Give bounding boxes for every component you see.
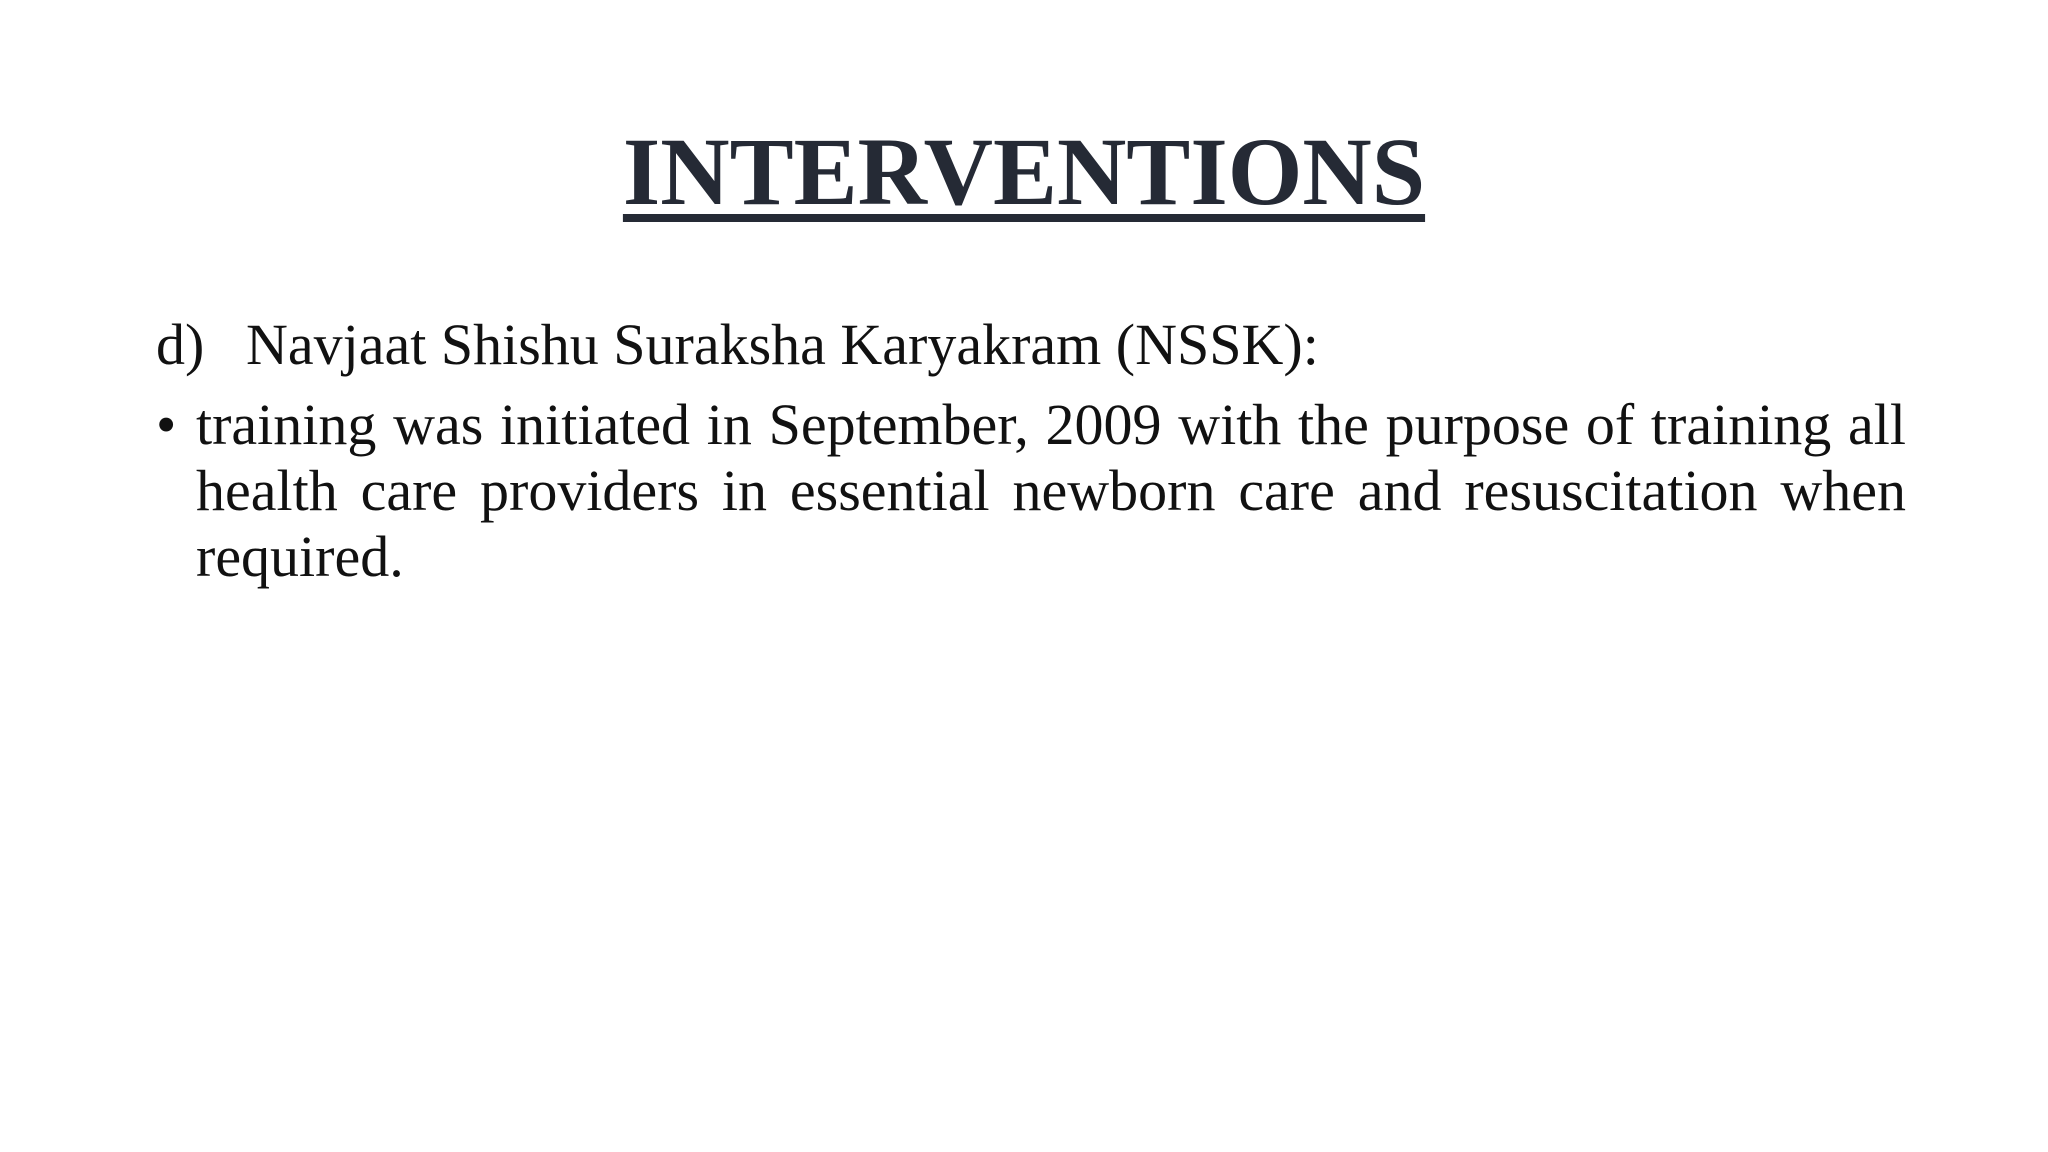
slide-title-text: INTERVENTIONS — [622, 118, 1426, 225]
list-item-marker: d) — [156, 312, 205, 377]
list-item-heading-text: Navjaat Shishu Suraksha Karyakram (NSSK): — [246, 312, 1319, 377]
slide-content — [156, 310, 1906, 590]
bullet-icon: • — [156, 392, 177, 457]
bullet-text: training was initiated in September, 2009 with the purpose of training all health care providers in essential newborn care and resuscitation when required. — [196, 392, 1906, 589]
list-item-heading — [156, 310, 1906, 380]
slide-title — [0, 112, 2048, 232]
bullet-item — [156, 392, 1906, 590]
